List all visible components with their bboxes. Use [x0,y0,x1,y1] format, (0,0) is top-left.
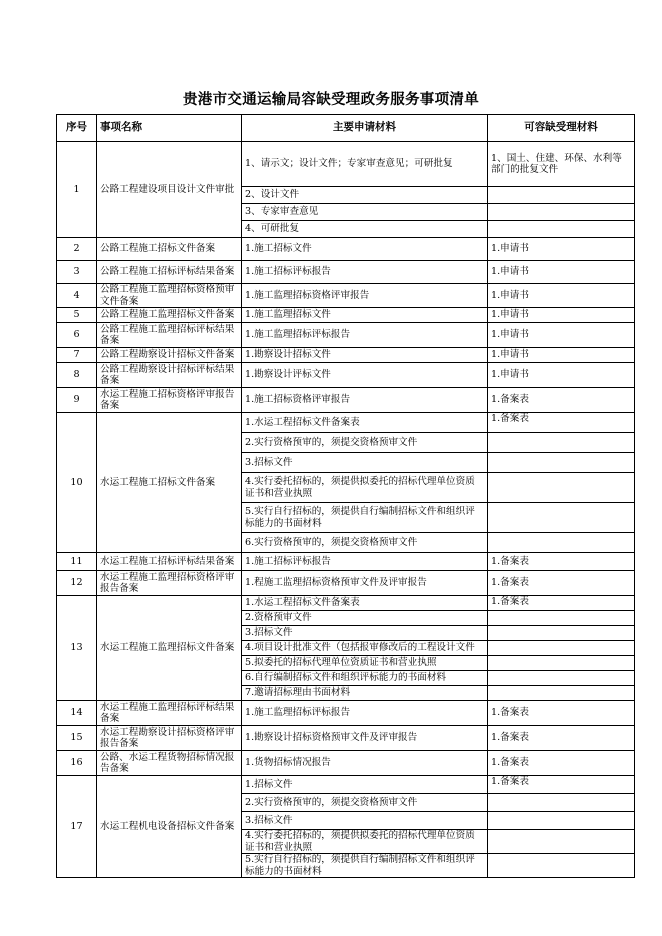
row-seq: 12 [57,571,97,596]
row-material: 4.项目设计批准文件（包括报审修改后的工程设计文件 [242,641,488,656]
row-acceptable-material: 1.备案表 [488,726,635,751]
table-row [57,284,635,308]
row-item-name: 水运工程施工监理招标资格评审报告备案 [97,571,242,596]
row-material: 1.水运工程招标文件备案表 [242,596,488,611]
row-seq: 13 [57,596,97,701]
table-row [57,348,635,363]
row-seq: 11 [57,553,97,571]
table-row [57,726,635,751]
table-header-row [57,115,635,142]
row-acceptable-material [488,221,635,238]
row-seq: 9 [57,388,97,413]
table-row [57,388,635,413]
row-seq: 10 [57,413,97,553]
row-item-name: 公路工程勘察设计招标评标结果备案 [97,363,242,388]
row-item-name: 公路工程施工监理招标文件备案 [97,308,242,323]
row-acceptable-material: 1.申请书 [488,238,635,261]
row-acceptable-material: 1.备案表 [488,701,635,726]
row-material: 4.实行委托招标的，须提供拟委托的招标代理单位资质证书和营业执照 [242,473,488,503]
table-row [57,238,635,261]
row-material: 2.资格预审文件 [242,611,488,626]
row-item-name: 公路工程施工监理招标资格预审文件备案 [97,284,242,308]
row-seq: 8 [57,363,97,388]
header-acceptable: 可容缺受理材料 [488,115,635,142]
row-material: 1.施工监理招标评标报告 [242,701,488,726]
row-acceptable-material [488,473,635,503]
table-row [57,701,635,726]
row-acceptable-material: 1.申请书 [488,348,635,363]
row-item-name: 水运工程机电设备招标文件备案 [97,776,242,878]
row-material: 1.施工招标文件 [242,238,488,261]
row-acceptable-material [488,671,635,686]
row-acceptable-material [488,433,635,453]
row-acceptable-material [488,656,635,671]
row-acceptable-material: 1.备案表 [488,571,635,596]
table-row [57,261,635,284]
table-row [57,596,635,611]
row-item-name: 公路、水运工程货物招标情况报告备案 [97,751,242,776]
row-material: 6.自行编制招标文件和组织评标能力的书面材料 [242,671,488,686]
row-acceptable-material: 1.备案表 [488,776,635,794]
row-material: 1.施工招标评标报告 [242,553,488,571]
row-acceptable-material [488,204,635,221]
row-material: 3.招标文件 [242,626,488,641]
row-material: 1.水运工程招标文件备案表 [242,413,488,433]
row-acceptable-material: 1.备案表 [488,413,635,433]
row-acceptable-material: 1.申请书 [488,323,635,348]
row-material: 1.施工监理招标评标报告 [242,323,488,348]
row-material: 3.招标文件 [242,812,488,830]
row-acceptable-material: 1.备案表 [488,596,635,611]
row-acceptable-material [488,812,635,830]
row-material: 1.勘察设计评标文件 [242,363,488,388]
row-item-name: 公路工程施工招标评标结果备案 [97,261,242,284]
row-item-name: 水运工程勘察设计招标资格评审报告备案 [97,726,242,751]
row-material: 5.拟委托的招标代理单位资质证书和营业执照 [242,656,488,671]
row-material: 5.实行自行招标的，须提供自行编制招标文件和组织评标能力的书面材料 [242,854,488,878]
row-material: 6.实行资格预审的，须提交资格预审文件 [242,533,488,553]
row-acceptable-material [488,686,635,701]
row-material: 1.程施工监理招标资格预审文件及评审报告 [242,571,488,596]
row-acceptable-material: 1.备案表 [488,553,635,571]
row-acceptable-material [488,854,635,878]
row-acceptable-material [488,641,635,656]
row-material: 2.实行资格预审的，须提交资格预审文件 [242,433,488,453]
table-row [57,363,635,388]
row-seq: 7 [57,348,97,363]
row-seq: 16 [57,751,97,776]
row-acceptable-material: 1、国土、住建、环保、水利等部门的批复文件 [488,142,635,187]
row-item-name: 公路工程施工监理招标评标结果备案 [97,323,242,348]
row-material: 3、专家审查意见 [242,204,488,221]
row-acceptable-material: 1.备案表 [488,388,635,413]
row-seq: 15 [57,726,97,751]
row-acceptable-material [488,626,635,641]
header-name: 事项名称 [97,115,242,142]
row-seq: 5 [57,308,97,323]
service-items-table [56,114,635,878]
row-seq: 6 [57,323,97,348]
row-material: 4、可研批复 [242,221,488,238]
row-material: 1.勘察设计招标文件 [242,348,488,363]
row-material: 4.实行委托招标的，须提供拟委托的招标代理单位资质证书和营业执照 [242,830,488,854]
row-acceptable-material: 1.申请书 [488,308,635,323]
row-item-name: 水运工程施工监理招标评标结果备案 [97,701,242,726]
row-acceptable-material [488,830,635,854]
row-item-name: 水运工程施工招标资格评审报告备案 [97,388,242,413]
table-row [57,751,635,776]
row-acceptable-material: 1.申请书 [488,261,635,284]
header-seq: 序号 [57,115,97,142]
row-seq: 14 [57,701,97,726]
table-row [57,571,635,596]
row-material: 7.邀请招标理由书面材料 [242,686,488,701]
row-item-name: 水运工程施工招标文件备案 [97,413,242,553]
row-material: 3.招标文件 [242,453,488,473]
row-acceptable-material [488,794,635,812]
row-seq: 17 [57,776,97,878]
row-item-name: 水运工程施工监理招标文件备案 [97,596,242,701]
row-material: 2、设计文件 [242,187,488,204]
row-material: 5.实行自行招标的，须提供自行编制招标文件和组织评标能力的书面材料 [242,503,488,533]
table-row [57,308,635,323]
row-material: 1.货物招标情况报告 [242,751,488,776]
row-acceptable-material: 1.备案表 [488,751,635,776]
row-material: 1.施工监理招标文件 [242,308,488,323]
row-acceptable-material: 1.申请书 [488,284,635,308]
table-body [57,142,635,878]
row-seq: 4 [57,284,97,308]
row-acceptable-material [488,611,635,626]
row-seq: 2 [57,238,97,261]
table-row [57,553,635,571]
row-seq: 3 [57,261,97,284]
row-material: 1.勘察设计招标资格预审文件及评审报告 [242,726,488,751]
row-material: 1.招标文件 [242,776,488,794]
row-item-name: 公路工程勘察设计招标文件备案 [97,348,242,363]
row-item-name: 公路工程建设项目设计文件审批 [97,142,242,238]
row-material: 2.实行资格预审的，须提交资格预审文件 [242,794,488,812]
table-row [57,776,635,794]
page-title: 贵港市交通运输局容缺受理政务服务事项清单 [183,91,479,108]
row-seq: 1 [57,142,97,238]
table-row [57,323,635,348]
row-item-name: 水运工程施工招标评标结果备案 [97,553,242,571]
row-acceptable-material [488,453,635,473]
table-row [57,413,635,433]
row-material: 1、请示文；设计文件；专家审查意见；可研批复 [242,142,488,187]
row-acceptable-material [488,503,635,533]
row-acceptable-material: 1.申请书 [488,363,635,388]
table-row [57,142,635,187]
row-material: 1.施工招标评标报告 [242,261,488,284]
row-material: 1.施工招标资格评审报告 [242,388,488,413]
row-acceptable-material [488,533,635,553]
row-item-name: 公路工程施工招标文件备案 [97,238,242,261]
header-materials: 主要申请材料 [242,115,488,142]
row-material: 1.施工监理招标资格评审报告 [242,284,488,308]
row-acceptable-material [488,187,635,204]
